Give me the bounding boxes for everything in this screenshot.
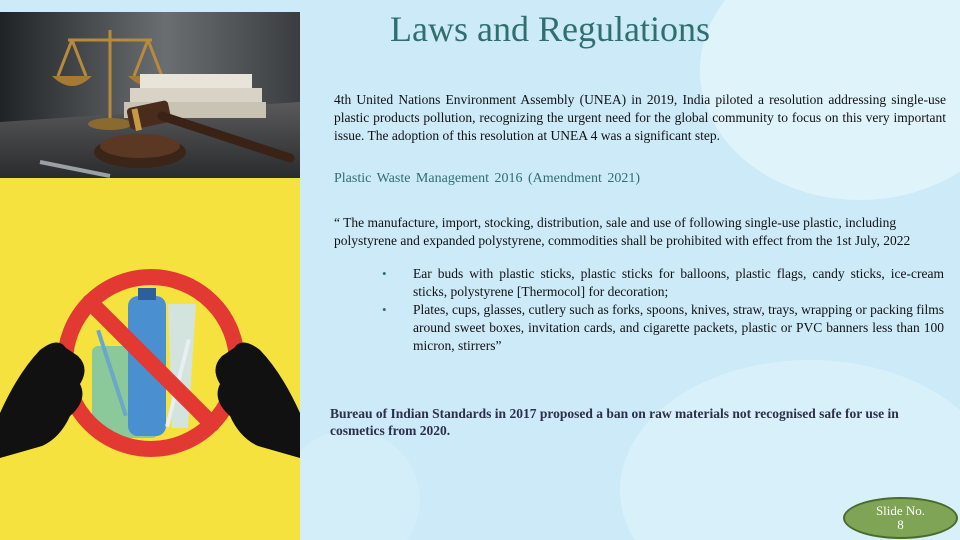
list-item-text: Plates, cups, glasses, cutlery such as forks, spoons, knives, straw, trays, wrapping or packing films around sweet boxes, invitation cards, and cigarette packets, plastic or PVC banners less than 100 micron, stirrers” xyxy=(413,302,944,353)
slide-number: 8 xyxy=(897,517,904,532)
prohibition-quote: “ The manufacture, import, stocking, distribution, sale and use of following single-use plastic, including polystyrene and expanded polystyrene, commodities shall be prohibited with effect from the 1st July, 2022 xyxy=(334,215,911,248)
no-plastic-image xyxy=(0,178,300,540)
bullet-icon: • xyxy=(382,302,387,317)
list-item-text: Ear buds with plastic sticks, plastic sticks for balloons, plastic flags, candy sticks, ice-cream sticks, polystyrene [Thermocol] for decoration; xyxy=(413,266,944,299)
slide-number-label: Slide No. xyxy=(875,503,926,518)
slide-number-badge xyxy=(843,497,958,539)
prohibited-items-list xyxy=(382,265,944,355)
gavel-scales-image xyxy=(0,12,300,178)
list-item xyxy=(382,265,944,301)
bureau-note: Bureau of Indian Standards in 2017 proposed a ban on raw materials not recognised safe for use in cosmetics from 2020. xyxy=(330,406,899,438)
background-shape xyxy=(280,430,420,540)
ban-plastic-illustration xyxy=(0,178,300,540)
gavel-photo xyxy=(0,12,300,178)
bullet-icon: • xyxy=(382,266,387,281)
unea-paragraph: 4th United Nations Environment Assembly (UNEA) in 2019, India piloted a resolution addressing single-use plastic products pollution, recognizing the urgent need for the global community to focus on this very important issue. The adoption of this resolution at UNEA 4 was a significant step. xyxy=(334,92,946,143)
list-item xyxy=(382,301,944,355)
slide-title: Laws and Regulations xyxy=(390,9,710,49)
plastic-waste-subheading: Plastic Waste Management 2016 (Amendment 2021) xyxy=(334,171,641,186)
